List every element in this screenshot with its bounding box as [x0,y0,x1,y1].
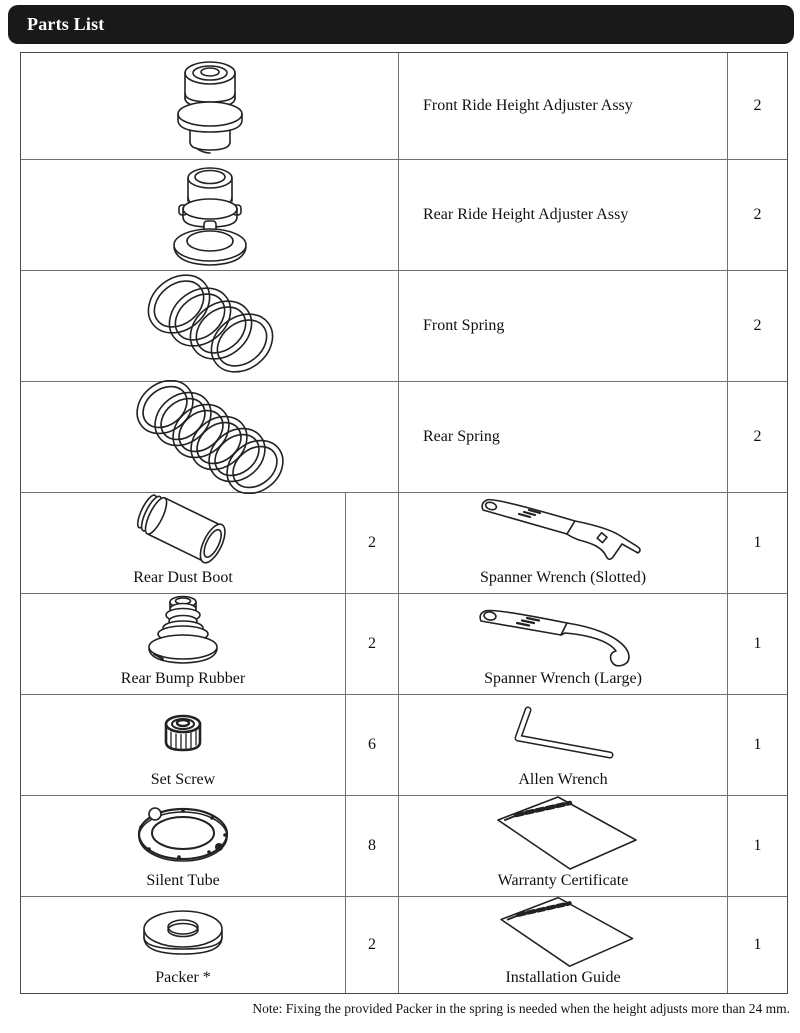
rear-bump-rubber-illustration [128,591,238,671]
installation-guide-illustration [478,890,648,970]
part-qty-text: 2 [368,534,376,551]
part-label: Rear Dust Boot [133,569,233,586]
part-name [399,271,728,382]
part-label: Rear Bump Rubber [120,670,246,687]
part-qty-text: 2 [753,206,762,223]
part-label: Installation Guide [505,969,621,986]
part-qty [346,695,399,796]
part-qty [728,382,787,493]
part-qty [346,897,399,993]
part-label: Spanner Wrench (Slotted) [479,569,647,586]
part-qty-text: 2 [368,635,376,652]
page-title: Parts List [27,14,105,34]
part-art [399,594,727,671]
part-label: Set Screw [150,771,216,788]
part-qty-text: 1 [753,837,762,854]
part-art [21,695,345,772]
front-ride-height-adjuster-cell [21,53,399,160]
front-spring-cell [21,271,399,382]
part-label: Silent Tube [146,872,220,889]
part-qty [728,53,787,160]
part-art [21,897,345,970]
allen-wrench-cell [399,695,728,796]
part-qty-text: 1 [753,736,762,753]
part-qty [346,594,399,695]
part-art [399,490,727,570]
part-art [21,591,345,671]
part-qty-text: 2 [753,428,762,445]
part-qty [728,897,787,993]
part-qty [346,796,399,897]
part-label: Packer * [155,969,211,986]
part-art [399,789,727,873]
part-name-text: Front Ride Height Adjuster Assy [423,97,633,114]
packer-illustration [127,903,239,965]
footnote: Note: Fixing the provided Packer in the spring is needed when the height adjusts more than 24 mm. [252,1001,790,1016]
part-qty-text: 1 [753,635,762,652]
part-qty-text: 2 [753,317,762,334]
part-qty-text: 2 [368,936,376,953]
spanner-wrench-slotted-illustration [463,490,663,570]
part-label: Allen Wrench [518,771,608,788]
rear-dust-boot-cell [21,493,346,594]
part-qty [728,493,787,594]
set-screw-cell [21,695,346,796]
part-name-text: Rear Spring [423,428,500,445]
part-art [399,890,727,970]
part-qty [728,160,787,271]
silent-tube-illustration [121,797,246,873]
part-label: Spanner Wrench (Large) [484,670,642,687]
part-qty-text: 1 [753,534,762,551]
part-qty-text: 8 [368,837,376,854]
front-spring-illustration [135,271,285,381]
spanner-wrench-large-cell [399,594,728,695]
part-name-text: Rear Ride Height Adjuster Assy [423,206,629,223]
spanner-wrench-slotted-cell [399,493,728,594]
part-art [21,488,345,570]
front-ride-height-adjuster-illustration [162,57,258,155]
rear-spring-illustration [125,380,295,494]
parts-table [20,52,788,994]
installation-guide-cell [399,897,728,993]
silent-tube-cell [21,796,346,897]
part-name-text: Front Spring [423,317,505,334]
part-qty [728,796,787,897]
spanner-wrench-large-illustration [463,595,663,670]
page-title-bar [8,5,794,44]
part-qty-text: 2 [753,97,762,114]
part-qty [728,695,787,796]
set-screw-illustration [158,709,208,759]
rear-ride-height-adjuster-illustration [154,161,266,269]
part-name [399,160,728,271]
part-qty-text: 6 [368,736,376,753]
part-name [399,53,728,160]
packer-cell [21,897,346,993]
part-qty [728,594,787,695]
rear-bump-rubber-cell [21,594,346,695]
warranty-certificate-cell [399,796,728,897]
warranty-certificate-illustration [478,789,648,873]
part-art [399,695,727,772]
rear-ride-height-adjuster-cell [21,160,399,271]
part-qty [728,271,787,382]
rear-spring-cell [21,382,399,493]
part-qty-text: 1 [753,936,762,953]
part-qty [346,493,399,594]
part-art [21,796,345,873]
rear-dust-boot-illustration [126,488,241,570]
allen-wrench-illustration [496,702,631,766]
part-label: Warranty Certificate [497,872,629,889]
part-name [399,382,728,493]
